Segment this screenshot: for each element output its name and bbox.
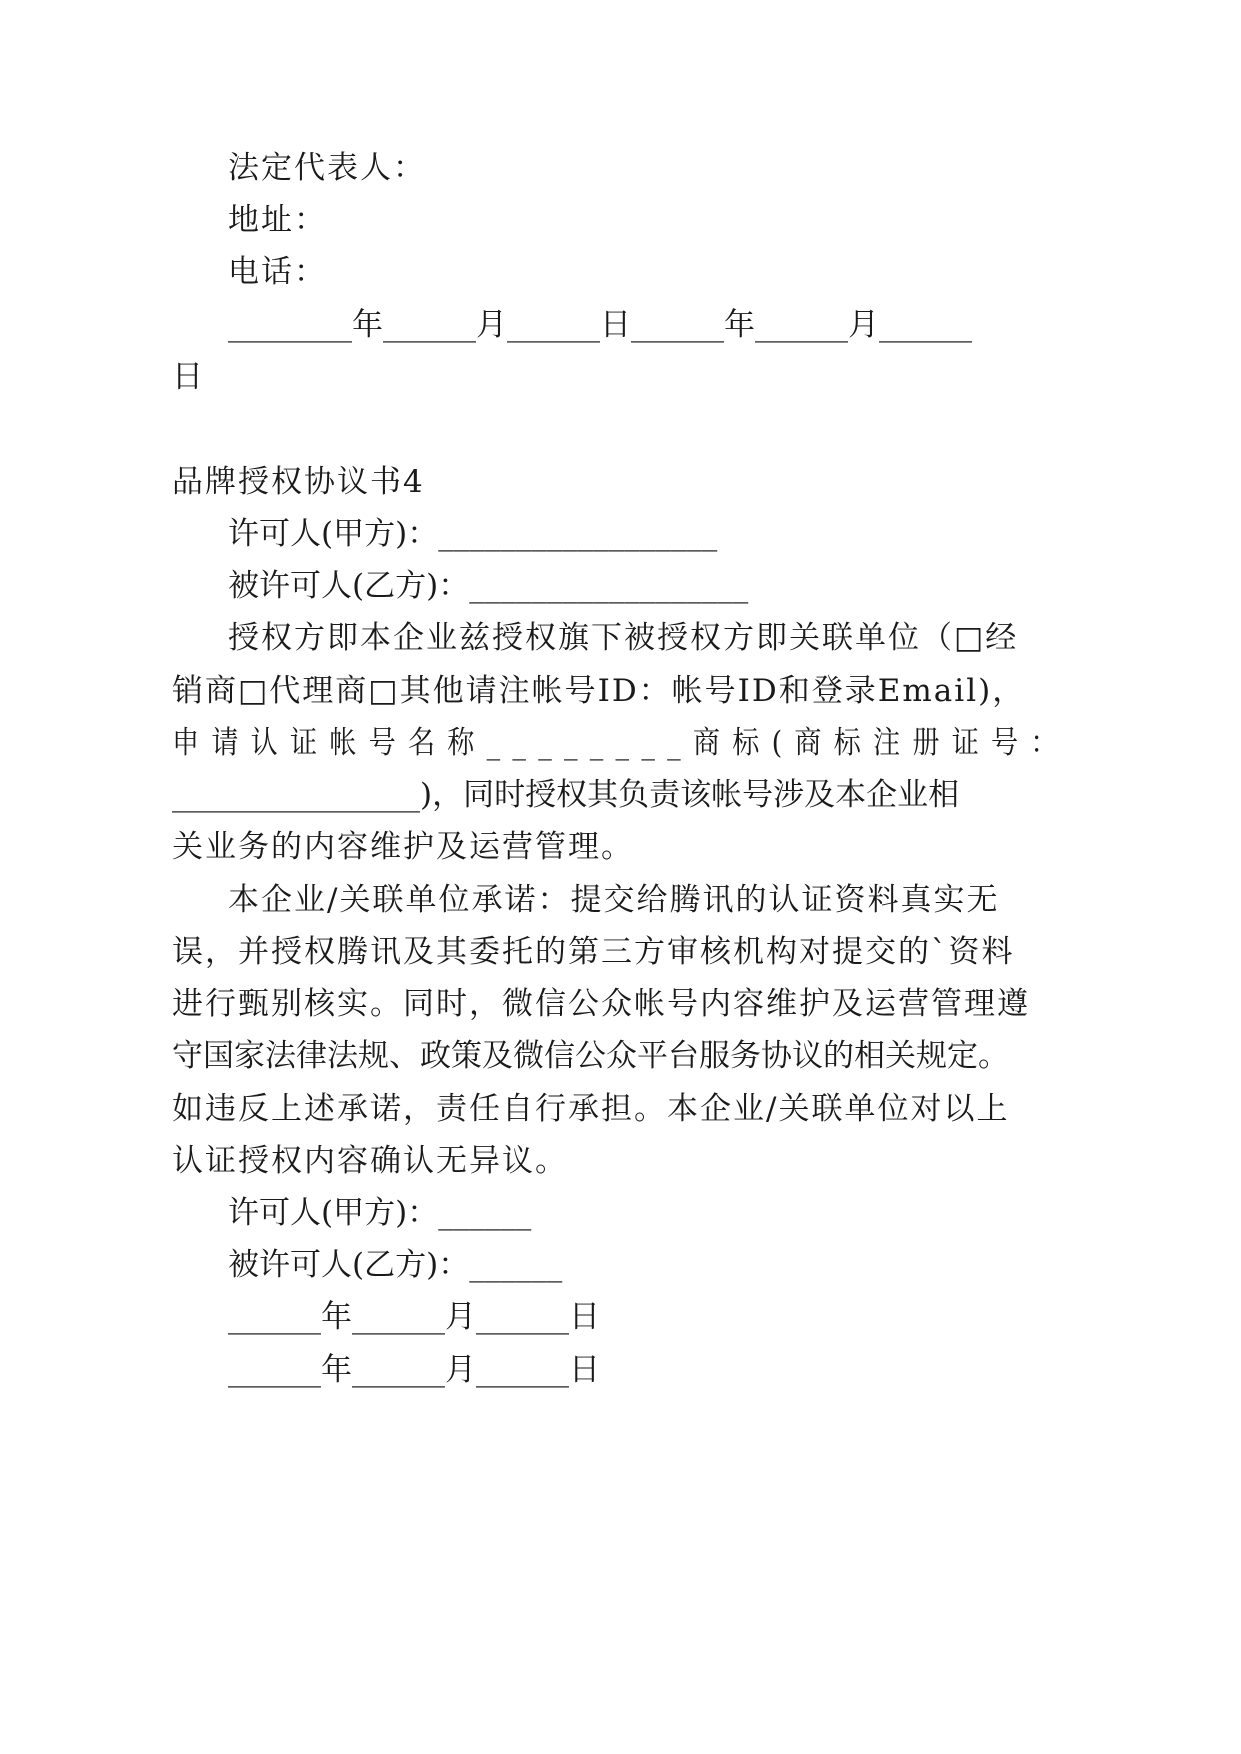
signature-date-2: ______年______月______日 — [228, 1352, 600, 1388]
paragraph-2-line-5: 如违反上述承诺，责任自行承担。本企业/关联单位对以上 — [172, 1091, 1010, 1127]
agreement-title: 品牌授权协议书4 — [172, 464, 425, 500]
paragraph-2-line-2: 误，并授权腾讯及其委托的第三方审核机构对提交的`资料 — [172, 934, 1015, 970]
paragraph-1-line-1: 授权方即本企业兹授权旗下被授权方即关联单位（□经 — [228, 620, 1019, 656]
paragraph-1-line-5: 关业务的内容维护及运营管理。 — [172, 829, 634, 865]
paragraph-2-line-1: 本企业/关联单位承诺：提交给腾讯的认证资料真实无 — [228, 882, 1000, 918]
address-label: 地址： — [228, 202, 327, 238]
paragraph-1-line-2: 销商□代理商□其他请注帐号ID：帐号ID和登录Email)， — [172, 673, 1026, 709]
paragraph-1-line-4: ________________)，同时授权其负责该帐号涉及本企业相 — [172, 777, 960, 813]
licensee-field: 被许可人(乙方)：__________________ — [228, 568, 749, 604]
date-line: ________年______月______日______年______月______ — [228, 307, 972, 343]
legal-representative-label: 法定代表人： — [228, 150, 426, 186]
date-line-tail: 日 — [172, 359, 205, 395]
paragraph-1-line-3: 申请认证帐号名称________商标(商标注册证号： — [172, 725, 1070, 761]
paragraph-2-line-3: 进行甄别核实。同时，微信公众帐号内容维护及运营管理遵 — [172, 986, 1030, 1022]
paragraph-2-line-4: 守国家法律法规、政策及微信公众平台服务协议的相关规定。 — [172, 1038, 1009, 1074]
paragraph-2-line-6: 认证授权内容确认无异议。 — [172, 1143, 568, 1179]
signature-licensee: 被许可人(乙方)：______ — [228, 1247, 563, 1283]
signature-licensor: 许可人(甲方)：______ — [228, 1195, 532, 1231]
licensor-field: 许可人(甲方)：__________________ — [228, 516, 718, 552]
signature-date-1: ______年______月______日 — [228, 1299, 600, 1335]
phone-label: 电话： — [228, 254, 327, 290]
